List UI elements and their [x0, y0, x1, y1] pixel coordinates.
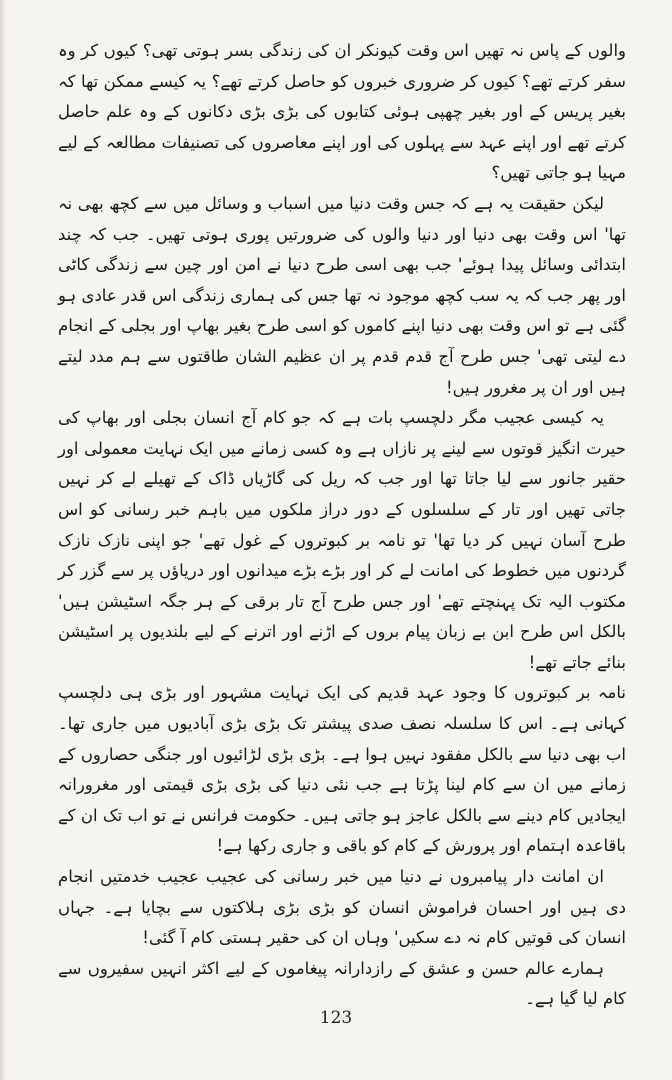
paragraph: والوں کے پاس نہ تھیں اس وقت کیونکر ان کی زندگی بسر ہوتی تھی؟ کیوں کر وہ سفر کرتے تھے؟ کیوں کر ضروری خبروں کو حاصل کرتے تھے؟ یہ کیسے ممکن تھا کہ بغیر پریس کے اور بغیر چھپی ہوئی کتابوں کی بڑی بڑی دکانوں کے وہ علم حاصل کرتے تھے اور اپنے عہد سے پہلوں کی اور اپنے معاصروں کی تصنیفات مطالعہ کے لیے مہیا ہو جاتی تھیں؟	[58, 41, 626, 183]
paragraph: ہمارے عالم حسن و عشق کے رازدارانہ پیغاموں کے لیے اکثر انہیں سفیروں سے کام لیا گیا ہے۔	[58, 958, 626, 1009]
page-binding-shadow	[0, 0, 6, 1080]
paragraph: ان امانت دار پیامبروں نے دنیا میں خبر رسانی کی عجیب عجیب خدمتیں انجام دی ہیں اور احسان فراموش انسان کو بڑی بڑی ہلاکتوں سے بچایا ہے۔ جہاں انسان کی قوتیں کام نہ دے سکیں' وہاں ان کی حقیر ہستی کام آ گئی!	[58, 867, 626, 948]
body-text	[58, 36, 626, 1015]
page-number: 123	[319, 1008, 353, 1028]
paragraph: لیکن حقیقت یہ ہے کہ جس وقت دنیا میں اسباب و وسائل میں سے کچھ بھی نہ تھا' اس وقت بھی دنیا اور دنیا والوں کی ضرورتیں پوری ہوتی تھیں۔ جب کہ چند ابتدائی وسائل پیدا ہوئے' جب بھی اسی طرح دنیا نے امن اور چین سے زندگی کاٹی اور پھر جب کہ یہ سب کچھ موجود نہ تھا جس کی ہماری زندگی اس قدر عادی ہو گئی ہے تو اس وقت بھی دنیا اپنے کاموں کو اسی طرح بغیر بھاپ اور بجلی کے انجام دے لیتی تھی' جس طرح آج قدم قدم پر ان عظیم الشان طاقتوں سے ہم مدد لیتے ہیں اور ان پر مغرور ہیں!	[58, 193, 626, 397]
paragraph: یہ کیسی عجیب مگر دلچسپ بات ہے کہ جو کام آج انسان بجلی اور بھاپ کی حیرت انگیز قوتوں سے لینے پر نازاں ہے وہ کسی زمانے میں ایک نہایت معمولی اور حقیر جانور سے لیا جاتا تھا اور جب کہ ریل کی گاڑیاں ڈاک کے تھیلے لے کر نہیں جاتی تھیں اور تار کے سلسلوں کے دور دراز ملکوں میں باہم خبر رسانی کو اس طرح آسان نہیں کر دیا تھا' تو نامہ بر کبوتروں کے غول تھے' جو اپنی نازک نازک گردنوں میں خطوط کی امانت لے کر اور بڑے بڑے میدانوں اور دریاؤں پر سے گزر کر مکتوب الیہ تک پہنچتے تھے' اور جس طرح آج تار برقی کے ہر جگہ اسٹیشن ہیں' بالکل اس طرح ابن بے زبان پیام بروں کے اڑنے اور اترنے کے لیے بلندیوں پر اسٹیشن بنائے جاتے تھے!	[58, 408, 626, 672]
paragraph: نامہ بر کبوتروں کا وجود عہد قدیم کی ایک نہایت مشہور اور بڑی ہی دلچسپ کہانی ہے۔ اس کا سلسلہ نصف صدی پیشتر تک بڑی بڑی آبادیوں میں جاری تھا۔ اب بھی دنیا سے بالکل مفقود نہیں ہوا ہے۔ بڑی بڑی لڑائیوں اور جنگی حصاروں کے زمانے میں ان سے کام لینا پڑتا ہے جب نئی دنیا کی بڑی بڑی قیمتی اور مغرورانہ ایجادیں کام دینے سے بالکل عاجز ہو جاتی ہیں۔ حکومت فرانس نے تو اب تک ان کے باقاعدہ اہتمام اور پرورش کے کام کو باقی و جاری رکھا ہے!	[58, 683, 626, 856]
